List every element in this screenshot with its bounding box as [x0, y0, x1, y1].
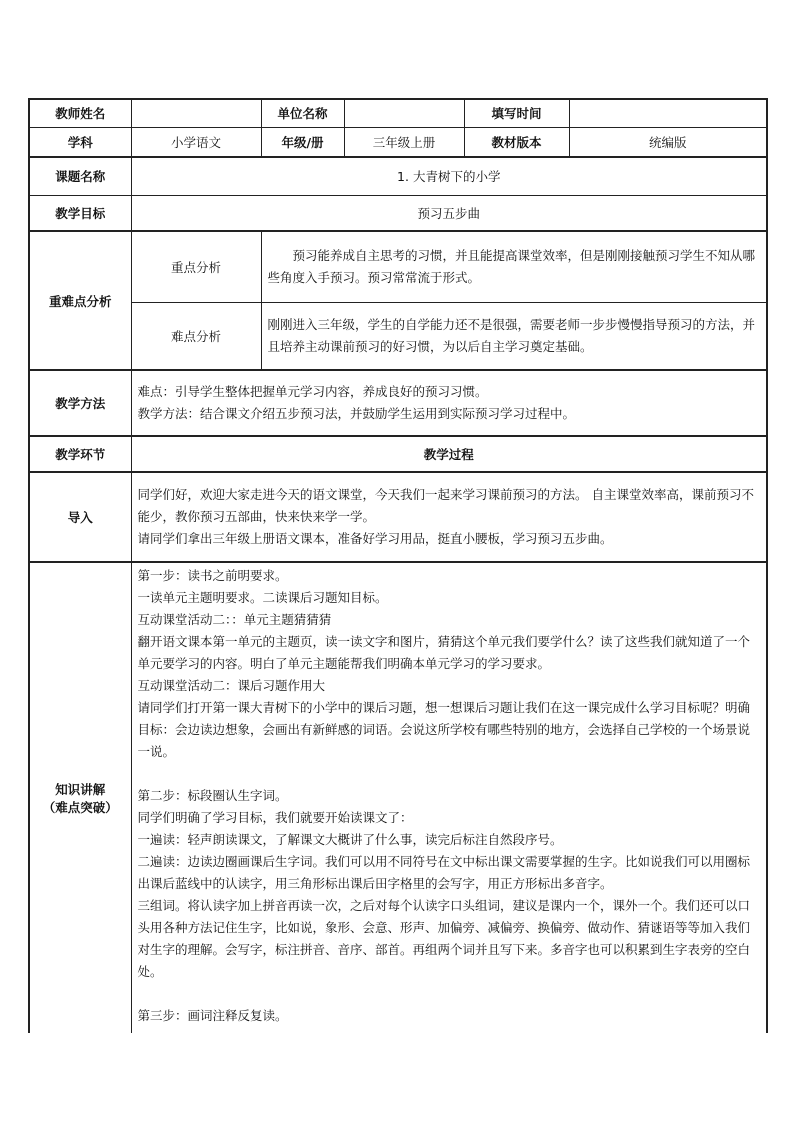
date-value: [569, 99, 767, 127]
knowledge-line: 第二步：标段圈认生字词。: [137, 788, 288, 803]
intro-text: [131, 472, 767, 562]
knowledge-label-line-1: 知识讲解: [55, 782, 106, 797]
teacher-label: 教师姓名: [29, 99, 131, 127]
difficulty-analysis-paragraph: 刚刚进入三年级，学生的自学能力还不是很强，需要老师一步步慢慢指导预习的方法，并且培养主动课前预习的好习惯，为以后自主学习奠定基础。: [267, 316, 756, 354]
knowledge-label-line-2: （难点突破）: [42, 800, 118, 815]
analysis-label: 重难点分析: [29, 231, 131, 370]
knowledge-text: [131, 562, 767, 1033]
date-label: 填写时间: [464, 99, 569, 127]
unit-value: [344, 99, 464, 127]
grade-value: 三年级上册: [344, 127, 464, 157]
lesson-title-value: 1. 大青树下的小学: [131, 157, 767, 195]
process-header-label: 教学过程: [131, 436, 767, 472]
lesson-title-row: [29, 157, 767, 195]
knowledge-row: [29, 562, 767, 1033]
key-analysis-label: 重点分析: [131, 231, 261, 302]
knowledge-line: 第一步：读书之前明要求。: [137, 568, 288, 583]
method-line-2: 教学方法：结合课文介绍五步预习法，并鼓励学生运用到实际预习学习过程中。: [137, 406, 576, 421]
difficulty-analysis-text: [261, 302, 767, 370]
lesson-title-label: 课题名称: [29, 157, 131, 195]
method-line-1: 难点：引导学生整体把握单元学习内容，养成良好的预习习惯。: [137, 384, 488, 399]
knowledge-line: 第三步：画词注释反复读。: [137, 1008, 288, 1023]
knowledge-line: 同学们明确了学习目标，我们就要开始读课文了：: [137, 810, 413, 825]
knowledge-line: 互动课堂活动二：课后习题作用大: [137, 678, 326, 693]
knowledge-line: 翻开语文课本第一单元的主题页，读一读文字和图片，猜猜这个单元我们要学什么？读了这些我们就知道了一个单元要学习的内容。明白了单元主题能帮我们明确本单元学习的学习要求。: [137, 634, 751, 671]
lesson-plan-table: [28, 98, 768, 1033]
edition-label: 教材版本: [464, 127, 569, 157]
key-analysis-text: [261, 231, 767, 302]
teaching-goal-row: [29, 195, 767, 231]
teaching-method-text: [131, 370, 767, 436]
subject-label: 学科: [29, 127, 131, 157]
key-analysis-row: [29, 231, 767, 302]
knowledge-line: 一遍读：轻声朗读课文，了解课文大概讲了什么事，读完后标注自然段序号。: [137, 832, 563, 847]
intro-row: [29, 472, 767, 562]
knowledge-blank-line: [138, 763, 761, 785]
header-row-2: [29, 127, 767, 157]
key-analysis-paragraph: 预习能养成自主思考的习惯，并且能提高课堂效率，但是刚刚接触预习学生不知从哪些角度入手预习。预习常常流于形式。: [267, 247, 756, 285]
knowledge-line: 二遍读：边读边圈画课后生字词。我们可以用不同符号在文中标出课文需要掌握的生字。比如说我们可以用圈标出课后蓝线中的认读字，用三角形标出课后田字格里的会写字，用正方形标出多音字。: [137, 854, 751, 891]
header-row-1: [29, 99, 767, 127]
grade-label: 年级/册: [261, 127, 344, 157]
intro-paragraph-1: 同学们好，欢迎大家走进今天的语文课堂，今天我们一起来学习课前预习的方法。 自主课堂效率高，课前预习不能少，教你预习五部曲，快来快来学一学。: [137, 487, 754, 524]
difficulty-analysis-label: 难点分析: [131, 302, 261, 370]
knowledge-line: 请同学们打开第一课大青树下的小学中的课后习题，想一想课后习题让我们在这一课完成什么学习目标呢？明确目标：会边读边想象，会画出有新鲜感的词语。会说这所学校有哪些特别的地方，会选择自己学校的一个场景说一说。: [137, 700, 751, 759]
knowledge-line: 互动课堂活动二：：单元主题猜猜猜: [137, 612, 332, 627]
phase-header-label: 教学环节: [29, 436, 131, 472]
knowledge-blank-line: [138, 983, 761, 1005]
difficulty-analysis-row: [29, 302, 767, 370]
teaching-goal-value: 预习五步曲: [131, 195, 767, 231]
process-header-row: [29, 436, 767, 472]
teaching-goal-label: 教学目标: [29, 195, 131, 231]
knowledge-label: [29, 562, 131, 1033]
teaching-method-row: [29, 370, 767, 436]
subject-value: 小学语文: [131, 127, 261, 157]
unit-label: 单位名称: [261, 99, 344, 127]
teacher-value: [131, 99, 261, 127]
teaching-method-label: 教学方法: [29, 370, 131, 436]
intro-paragraph-2: 请同学们拿出三年级上册语文课本，准备好学习用品，挺直小腰板，学习预习五步曲。: [137, 531, 613, 546]
knowledge-line: 一读单元主题明要求。二读课后习题知目标。: [137, 590, 388, 605]
knowledge-line: 三组词。将认读字加上拼音再读一次，之后对每个认读字口头组词，建议是课内一个，课外一个。我们还可以口头用各种方法记住生字，比如说，象形、会意、形声、加偏旁、减偏旁、换偏旁、做动作、猜谜语等等加入我们对生字的理解。会写字，标注拼音、音序、部首。再组两个词并且写下来。多音字也可以积累到生字表旁的空白处。: [137, 898, 751, 979]
intro-label: 导入: [29, 472, 131, 562]
edition-value: 统编版: [569, 127, 767, 157]
